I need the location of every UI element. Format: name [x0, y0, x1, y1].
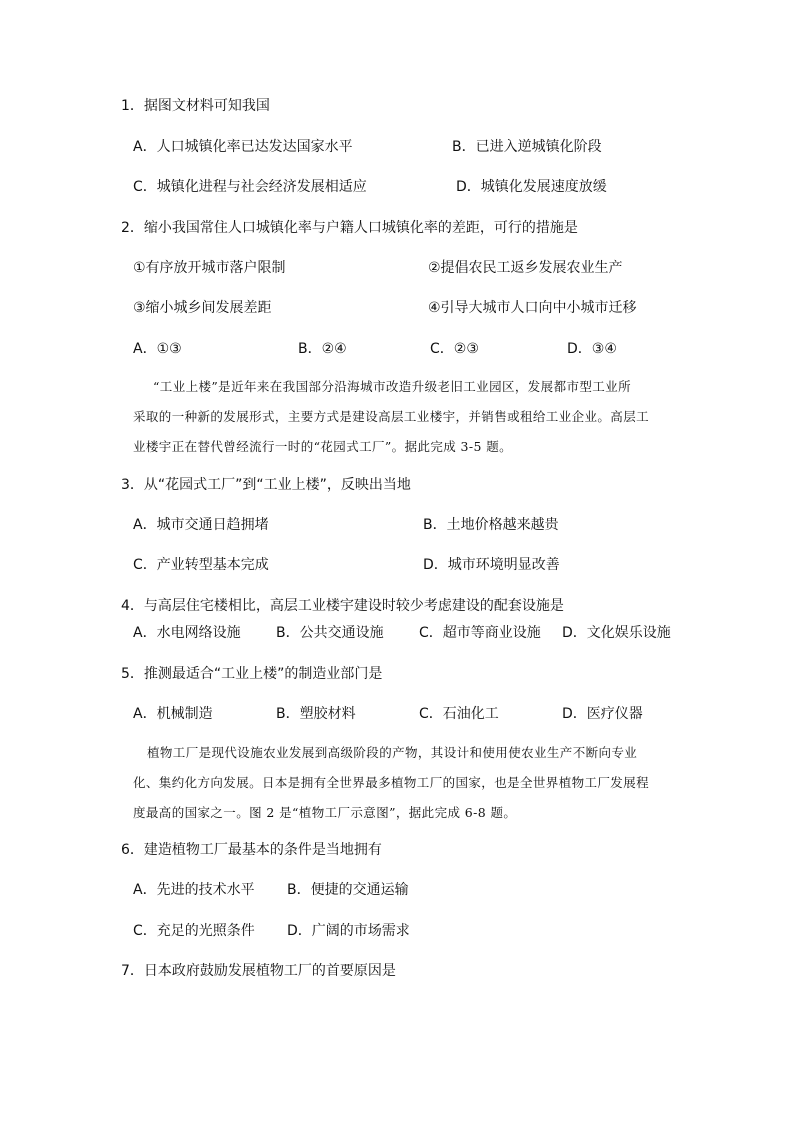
question-2-stem: 2．缩小我国常住人口城镇化率与户籍人口城镇化率的差距，可行的措施是 [121, 220, 578, 236]
reading-passage-2 [133, 738, 683, 828]
question-4-stem: 4．与高层住宅楼相比，高层工业楼宇建设时较少考虑建设的配套设施是 [121, 598, 564, 614]
q2-item-4: ④引导大城市人口向中小城市迁移 [428, 300, 637, 316]
q6-option-c: C．充足的光照条件 [133, 923, 255, 939]
question-7-stem: 7．日本政府鼓励发展植物工厂的首要原因是 [121, 963, 396, 979]
q1-option-d: D．城镇化发展速度放缓 [456, 179, 607, 195]
q6-option-b: B．便捷的交通运输 [287, 882, 409, 898]
q4-option-c: C．超市等商业设施 [419, 625, 541, 641]
q3-option-a: A．城市交通日趋拥堵 [133, 517, 269, 533]
q2-option-c: C．②③ [430, 341, 479, 357]
q5-option-b: B．塑胶材料 [276, 706, 356, 722]
q3-option-d: D．城市环境明显改善 [423, 557, 560, 573]
question-1-stem: 1．据图文材料可知我国 [121, 98, 270, 114]
q2-option-a: A．①③ [133, 341, 182, 357]
q5-option-c: C．石油化工 [419, 706, 499, 722]
q6-option-d: D．广阔的市场需求 [287, 923, 410, 939]
question-3-stem: 3．从“花园式工厂”到“工业上楼”，反映出当地 [121, 477, 411, 493]
passage-2-line-3: 度最高的国家之一。图 2 是“植物工厂示意图”，据此完成 6-8 题。 [133, 805, 517, 820]
question-5-stem: 5．推测最适合“工业上楼”的制造业部门是 [121, 666, 383, 682]
q2-option-b: B．②④ [298, 341, 347, 357]
q1-option-b: B．已进入逆城镇化阶段 [452, 139, 602, 155]
q2-item-2: ②提倡农民工返乡发展农业生产 [428, 260, 623, 276]
q6-option-a: A．先进的技术水平 [133, 882, 255, 898]
question-6-stem: 6．建造植物工厂最基本的条件是当地拥有 [121, 842, 382, 858]
q2-item-1: ①有序放开城市落户限制 [133, 260, 286, 276]
q3-option-c: C．产业转型基本完成 [133, 557, 269, 573]
q4-option-d: D．文化娱乐设施 [562, 625, 671, 641]
passage-1-line-3: 业楼宇正在替代曾经流行一时的“花园式工厂”。据此完成 3-5 题。 [133, 439, 513, 454]
q4-option-a: A．水电网络设施 [133, 625, 241, 641]
q5-option-a: A．机械制造 [133, 706, 213, 722]
q1-option-a: A．人口城镇化率已达发达国家水平 [133, 139, 353, 155]
q4-option-b: B．公共交通设施 [276, 625, 384, 641]
q5-option-d: D．医疗仪器 [562, 706, 643, 722]
q1-option-c: C．城镇化进程与社会经济发展相适应 [133, 179, 367, 195]
q2-item-3: ③缩小城乡间发展差距 [133, 300, 272, 316]
reading-passage-1 [133, 372, 683, 462]
passage-1-line-2: 采取的一种新的发展形式，主要方式是建设高层工业楼宇，并销售或租给工业企业。高层工 [133, 409, 650, 424]
passage-2-line-1: 植物工厂是现代设施农业发展到高级阶段的产物，其设计和使用使农业生产不断向专业 [147, 745, 638, 760]
q3-option-b: B．土地价格越来越贵 [423, 517, 559, 533]
q2-option-d: D．③④ [567, 341, 617, 357]
passage-2-line-2: 化、集约化方向发展。日本是拥有全世界最多植物工厂的国家，也是全世界植物工厂发展程 [133, 775, 650, 790]
passage-1-line-1: “工业上楼”是近年来在我国部分沿海城市改造升级老旧工业园区，发展都市型工业所 [153, 379, 631, 394]
